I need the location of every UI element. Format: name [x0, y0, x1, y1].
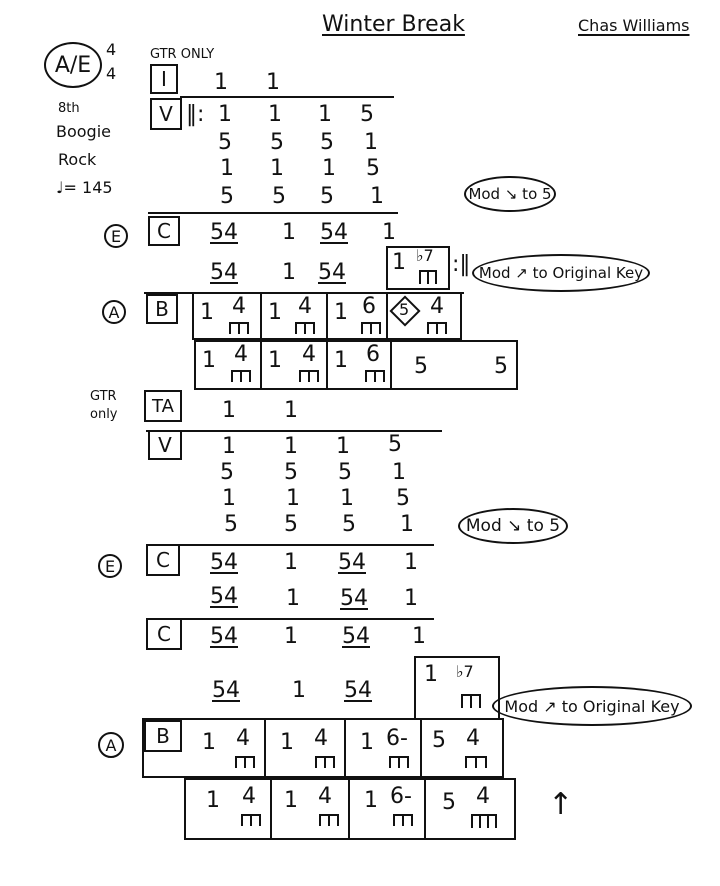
- chord: 5: [342, 512, 356, 537]
- time-signature-bottom: 4: [106, 64, 117, 83]
- chord: 54: [210, 624, 238, 649]
- barline: [326, 340, 328, 390]
- chord: 5: [432, 728, 446, 753]
- rhythm-triplet-icon: [392, 812, 414, 828]
- chord: 5: [396, 486, 410, 511]
- barline: [420, 718, 422, 778]
- barline: [326, 292, 328, 340]
- chord: 1: [292, 678, 306, 703]
- rhythm-triplet-icon: [464, 754, 488, 770]
- rhythm-triplet-icon: [298, 368, 320, 384]
- chord: 1: [268, 348, 282, 373]
- chord: 4: [314, 726, 328, 751]
- chord: 4: [302, 342, 316, 367]
- chord: 1: [286, 586, 300, 611]
- chord: 1: [364, 130, 378, 155]
- chord: 5: [366, 156, 380, 181]
- section-chorus: C: [148, 216, 180, 246]
- chord: 1: [268, 300, 282, 325]
- chord: 1: [364, 788, 378, 813]
- key-marker-e: E: [104, 224, 128, 248]
- chord: 4: [466, 726, 480, 751]
- rhythm-triplet-icon: [426, 320, 448, 336]
- gtr-only-label: GTR ONLY: [150, 47, 215, 62]
- style-note-boogie: Boogie: [56, 122, 111, 141]
- chord: 1: [266, 70, 280, 95]
- chord: 54: [210, 220, 238, 245]
- chord: 1: [392, 250, 406, 275]
- chord: 1: [284, 398, 298, 423]
- chord: 1: [284, 788, 298, 813]
- chord: 1: [334, 348, 348, 373]
- barline: [264, 718, 266, 778]
- barline: [260, 340, 262, 390]
- key-marker-a: A: [98, 732, 124, 758]
- chord: 5: [399, 300, 410, 319]
- chord: 4: [236, 726, 250, 751]
- chord: 5: [494, 354, 508, 379]
- chord: 1: [334, 300, 348, 325]
- rhythm-triplet-icon: [228, 320, 250, 336]
- barline: [348, 778, 350, 840]
- rhythm-triplet-icon: [460, 692, 482, 710]
- tempo-marking: ♩= 145: [56, 178, 113, 197]
- key-badge: A/E: [44, 42, 102, 88]
- barline: [424, 778, 426, 840]
- chord: 1: [404, 586, 418, 611]
- bridge-measures-row-2: [184, 778, 516, 840]
- chord: 5: [388, 432, 402, 457]
- barline: [270, 778, 272, 840]
- chord: 5: [442, 790, 456, 815]
- chord: 5: [284, 512, 298, 537]
- chord: 5: [284, 460, 298, 485]
- chord: 1: [404, 550, 418, 575]
- chord: 1: [382, 220, 396, 245]
- staff-line: [148, 212, 398, 214]
- repeat-end-sign: :‖: [452, 252, 471, 277]
- song-title: Winter Break: [322, 12, 465, 37]
- chord: 54: [318, 260, 346, 285]
- chord: 5: [320, 130, 334, 155]
- chord: 1: [284, 434, 298, 459]
- chord: 1: [280, 730, 294, 755]
- staff-line: [180, 96, 394, 98]
- rhythm-triplet-icon: [240, 812, 262, 828]
- chord: 1: [318, 102, 332, 127]
- barline: [390, 340, 392, 390]
- section-chorus: C: [146, 618, 182, 650]
- chord: 1: [322, 156, 336, 181]
- chord: 1: [412, 624, 426, 649]
- barline: [344, 718, 346, 778]
- section-bridge: B: [144, 720, 182, 752]
- mod-up-to-original-key: Mod ↗ to Original Key: [472, 254, 650, 292]
- key-marker-a: A: [102, 300, 126, 324]
- chord: 6: [366, 342, 380, 367]
- chord: 1: [202, 348, 216, 373]
- chord: 4: [318, 784, 332, 809]
- chord: 1: [336, 434, 350, 459]
- chord: 54: [338, 550, 366, 575]
- gtr-only-mid-label: only: [90, 407, 118, 422]
- chord: 1: [284, 624, 298, 649]
- chord: 1: [400, 512, 414, 537]
- key-marker-e: E: [98, 554, 122, 578]
- rhythm-triplet-icon: [364, 368, 386, 384]
- chord: 1: [392, 460, 406, 485]
- barline: [260, 292, 262, 340]
- chord: 5: [338, 460, 352, 485]
- mod-down-to-five: Mod ↘ to 5: [458, 508, 568, 544]
- chord: 5: [414, 354, 428, 379]
- chord: 1: [222, 434, 236, 459]
- rhythm-triplet-icon: [360, 320, 382, 336]
- chord: 1: [200, 300, 214, 325]
- chord: 54: [210, 584, 238, 609]
- section-verse: V: [148, 430, 182, 460]
- chord: 54: [212, 678, 240, 703]
- chord: ♭7: [416, 246, 434, 265]
- section-intro: I: [150, 64, 178, 94]
- chord: 4: [430, 294, 444, 319]
- chord: 1: [222, 398, 236, 423]
- chord: 5: [220, 460, 234, 485]
- rhythm-triplet-icon: [388, 754, 410, 770]
- rhythm-triplet-icon: [234, 754, 256, 770]
- gtr-only-mid-label: GTR: [90, 389, 117, 404]
- chord: 1: [286, 486, 300, 511]
- arrow-up-icon: ↑: [548, 787, 574, 822]
- section-bridge: B: [146, 294, 178, 324]
- chord: 1: [206, 788, 220, 813]
- chord: 5: [272, 184, 286, 209]
- repeat-start-sign: ‖:: [186, 102, 205, 127]
- chord: 6-: [386, 726, 408, 751]
- chord: 5: [360, 102, 374, 127]
- chord: 4: [234, 342, 248, 367]
- rhythm-triplet-icon: [318, 812, 340, 828]
- style-note-rock: Rock: [58, 150, 97, 169]
- section-turnaround: TA: [144, 390, 182, 422]
- chord: 54: [340, 586, 368, 611]
- staff-line: [146, 618, 434, 620]
- chord: 54: [320, 220, 348, 245]
- section-verse: V: [150, 98, 182, 130]
- chord: 5: [224, 512, 238, 537]
- chord: 1: [218, 102, 232, 127]
- style-note-eighth: 8th: [58, 101, 80, 116]
- chord: 6-: [390, 784, 412, 809]
- composer-name: Chas Williams: [578, 16, 690, 35]
- chord: 54: [344, 678, 372, 703]
- chord: 5: [320, 184, 334, 209]
- chord: ♭7: [456, 662, 474, 681]
- section-chorus: C: [146, 544, 180, 576]
- chord: 6: [362, 294, 376, 319]
- chord: 5: [220, 184, 234, 209]
- chord: 1: [270, 156, 284, 181]
- chord: 54: [210, 260, 238, 285]
- chord: 4: [232, 294, 246, 319]
- chord: 1: [282, 260, 296, 285]
- rhythm-triplet-icon: [294, 320, 316, 336]
- barline: [386, 292, 388, 340]
- mod-down-to-five: Mod ↘ to 5: [464, 176, 556, 212]
- chord: 5: [218, 130, 232, 155]
- chord: 54: [210, 550, 238, 575]
- chord: 1: [282, 220, 296, 245]
- chord: 54: [342, 624, 370, 649]
- chord: 4: [298, 294, 312, 319]
- chord: 1: [214, 70, 228, 95]
- rhythm-triplet-icon: [418, 268, 438, 286]
- chord: 1: [370, 184, 384, 209]
- chord: 1: [424, 662, 438, 687]
- chord: 1: [268, 102, 282, 127]
- chord: 1: [222, 486, 236, 511]
- chord: 1: [284, 550, 298, 575]
- chord: 4: [242, 784, 256, 809]
- chord: 5: [270, 130, 284, 155]
- rhythm-triplet-icon: [314, 754, 336, 770]
- chord: 1: [202, 730, 216, 755]
- chord: 1: [220, 156, 234, 181]
- mod-up-to-original-key: Mod ↗ to Original Key: [492, 686, 692, 726]
- rhythm-triplet-icon: [470, 812, 498, 830]
- chord: 1: [340, 486, 354, 511]
- time-signature-top: 4: [106, 40, 117, 59]
- chord: 4: [476, 784, 490, 809]
- staff-line: [146, 544, 434, 546]
- rhythm-triplet-icon: [230, 368, 252, 384]
- chord: 1: [360, 730, 374, 755]
